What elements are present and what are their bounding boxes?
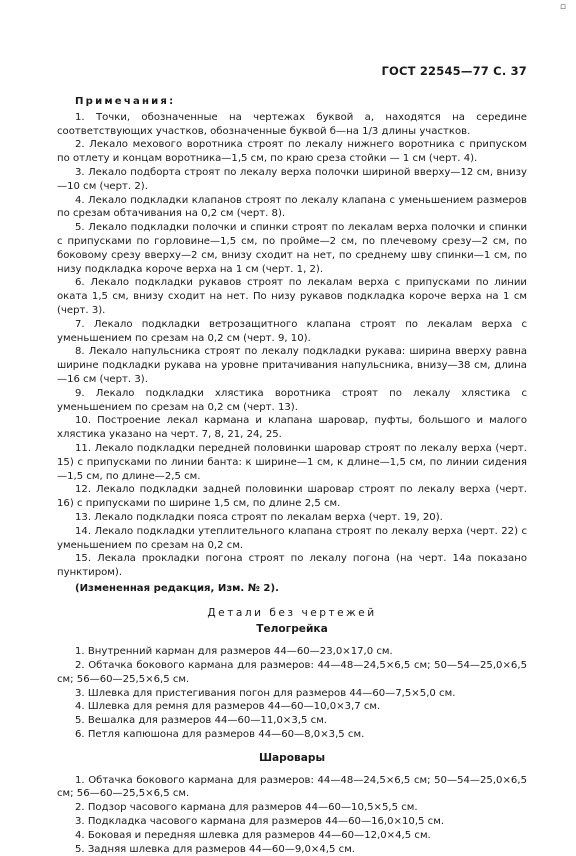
note-item: 10. Построение лекал кармана и клапана шаровар, пуфты, большого и малого хлястика указано на черт. 7, 8, 21, 24, 25. [57,415,527,441]
note-item: 15. Лекала прокладки погона строят по лекалу погона (на черт. 14а показано пунктиром). [57,553,527,579]
note-item: 1. Точки, обозначенные на чертежах буквой а, находятся на середине соответствующих участков, обозначенные буквой б—на 1/3 длины участков. [57,111,527,137]
list-item: 4. Шлевка для ремня для размеров 44—60—10,0×3,7 см. [75,701,381,713]
note-item: 5. Лекало подкладки полочки и спинки строят по лекалам верха полочки и спинки с припусками по горловине—1,5 см, по пройме—2 см, по плечевому срезу—2 см, по боковому срезу вверху—2 см, внизу сходит на нет, по среднему шву спинки—1 см, по низу подкладка короче верха на 1 см (черт. 1, 2). [57,222,527,275]
subsection-title-sharovary: Шаровары [258,751,326,764]
note-item: 9. Лекало подкладки хлястика воротника строят по лекалу хлястика с уменьшением по срезам на 0,2 см (черт. 13). [57,387,527,413]
subsection-title-telogreika: Телогрейка [256,623,328,636]
note-item: 11. Лекало подкладки передней половинки шаровар строят по лекалу верха (черт. 15) с припусками по линии банта: к ширине—1 см, к длине—1,5 см, по линии сидения—1,5 см, по длине—2,5 см. [57,442,527,482]
list-item: 4. Боковая и передняя шлевка для размеров 44—60—12,0×4,5 см. [75,829,431,841]
note-item: 6. Лекало подкладки рукавов строят по лекалам верха с припусками по линии оката 1,5 см, внизу сходит на нет. По низу рукавов подкладка короче верха на 1 см (черт. 3). [57,277,527,316]
page-header: ГОСТ 22545—77 С. 37 [381,64,527,78]
note-item: 2. Лекало мехового воротника строят по лекалу нижнего воротника с припуском по отлету и концам воротника—1,5 см, по краю среза стойки — 1 см (черт. 4). [57,139,527,165]
note-item: 13. Лекало подкладки пояса строят по лекалам верха (черт. 19, 20). [75,511,443,523]
note-item: 12. Лекало подкладки задней половинки шаровар строят по лекалу верха (черт. 16) с припусками по ширине 1,5 см, по длине 2,5 см. [57,484,527,510]
body-text [57,95,527,856]
note-item: 8. Лекало напульсника строят по лекалу подкладки рукава: ширина вверху равна ширине подкладки рукава на уровне притачивания напульсника, внизу—38 см, длина—16 см (черт. 3). [57,346,527,385]
note-item: 3. Лекало подборта строят по лекалу верха полочки шириной вверху—12 см, внизу—10 см (черт. 2). [57,166,527,192]
revision-note: (Измененная редакция, Изм. № 2). [75,582,279,594]
note-item: 14. Лекало подкладки утеплительного клапана строят по лекалу верха (черт. 22) с уменьшением по срезам на 0,2 см. [57,525,527,551]
section-title: Детали без чертежей [207,606,377,619]
list-item: 1. Обтачка бокового кармана для размеров: 44—48—24,5×6,5 см; 50—54—25,0×6,5 см; 56—60—25,5×6,5 см. [57,774,527,800]
list-item: 6. Петля капюшона для размеров 44—60—8,0×3,5 см. [75,729,365,741]
list-item: 5. Задняя шлевка для размеров 44—60—9,0×4,5 см. [75,843,356,855]
list-item: 2. Обтачка бокового кармана для размеров: 44—48—24,5×6,5 см; 50—54—25,0×6,5 см; 56—60—25,5×6,5 см. [57,660,527,685]
list-item: 1. Внутренний карман для размеров 44—60—23,0×17,0 см. [75,646,393,658]
list-item: 3. Шлевка для пристегивания погон для размеров 44—60—7,5×5,0 см. [75,687,456,699]
note-item: 4. Лекало подкладки клапанов строят по лекалу клапана с уменьшением размеров по срезам обтачивания на 0,2 см (черт. 8). [57,194,527,220]
list-item: 3. Подкладка часового кармана для размеров 44—60—16,0×10,5 см. [75,816,445,828]
list-item: 2. Подзор часового кармана для размеров 44—60—10,5×5,5 см. [75,802,418,814]
corner-mark: ▫ [559,2,566,12]
note-item: 7. Лекало подкладки ветрозащитного клапана строят по лекалам верха с уменьшением по срезам на 0,2 см (черт. 9, 10). [57,318,527,344]
list-item: 5. Вешалка для размеров 44—60—11,0×3,5 см. [75,715,328,727]
notes-title: Примечания: [75,96,176,107]
